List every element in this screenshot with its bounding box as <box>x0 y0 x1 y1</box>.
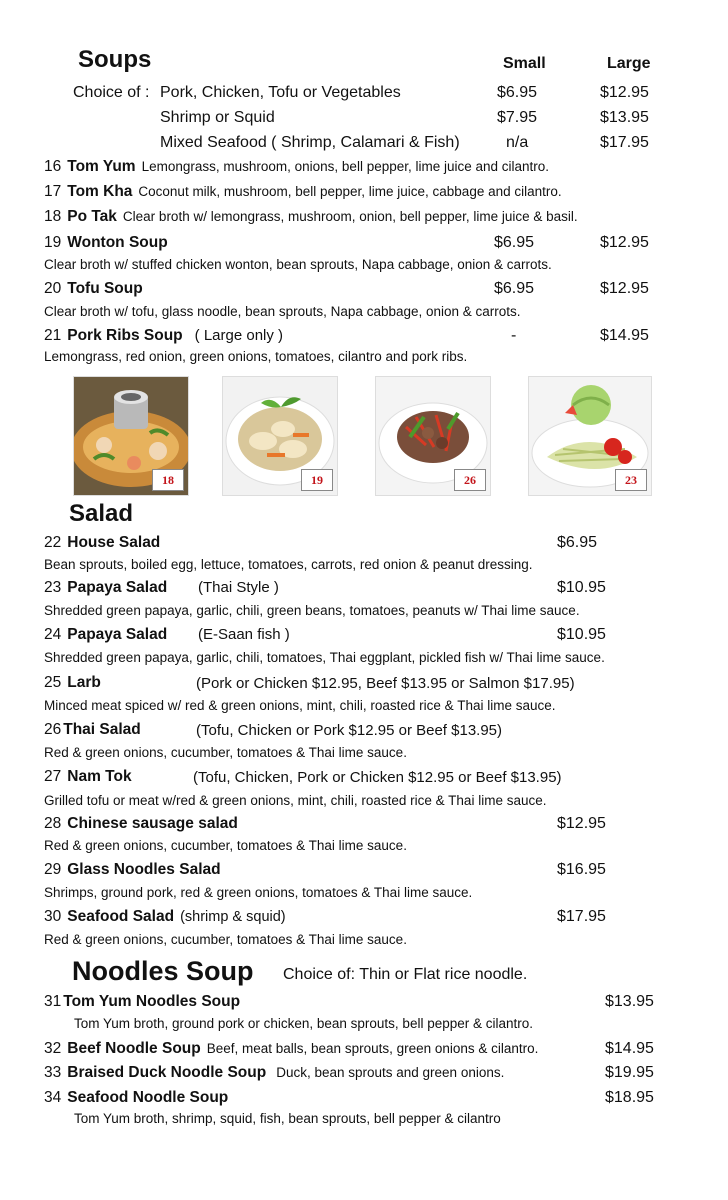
item-number: 29 <box>44 861 62 878</box>
tom-yum-pot-photo <box>73 376 189 496</box>
item-description: Clear broth w/ lemongrass, mushroom, onion, bell pepper, lime juice & basil. <box>122 209 578 224</box>
item-price: $17.95 <box>557 908 606 925</box>
item-number: 23 <box>44 579 62 596</box>
menu-item-22 <box>44 534 160 552</box>
item-number: 32 <box>44 1040 62 1057</box>
item-number: 30 <box>44 908 62 925</box>
menu-item-20 <box>44 280 143 298</box>
item-number: 31 <box>44 993 62 1010</box>
item-number: 18 <box>44 208 62 225</box>
papaya-salad-photo <box>528 376 652 496</box>
price-large: $14.95 <box>600 327 649 344</box>
choice-label: Choice of : <box>73 84 150 101</box>
item-description: Tom Yum broth, ground pork or chicken, bean sprouts, bell pepper & cilantro. <box>74 1016 534 1031</box>
item-note: (E-Saan fish ) <box>198 626 290 643</box>
price-small: - <box>511 327 517 344</box>
item-note: (Thai Style ) <box>198 579 279 596</box>
salad-heading: Salad <box>69 500 134 527</box>
item-name: Glass Noodles Salad <box>67 861 221 878</box>
item-name: Tom Yum Noodles Soup <box>63 993 241 1010</box>
item-number: 33 <box>44 1064 62 1081</box>
menu-item-19 <box>44 234 168 252</box>
item-price: $14.95 <box>605 1040 654 1057</box>
menu-item-24 <box>44 626 167 644</box>
item-price: $10.95 <box>557 579 606 596</box>
item-name: Tom Yum <box>67 158 136 175</box>
price-large: $12.95 <box>600 84 649 101</box>
item-price: $19.95 <box>605 1064 654 1081</box>
menu-item-34 <box>44 1089 228 1107</box>
item-name: Larb <box>67 674 101 691</box>
item-number: 27 <box>44 768 62 785</box>
menu-item-23 <box>44 579 167 597</box>
item-number: 34 <box>44 1089 62 1106</box>
item-name: Tofu Soup <box>67 280 143 297</box>
item-note: ( Large only ) <box>194 327 284 344</box>
price-large: $17.95 <box>600 134 649 151</box>
menu-item-33 <box>44 1064 504 1082</box>
item-name: Po Tak <box>67 208 117 225</box>
item-description: Beef, meat balls, bean sprouts, green onions & cilantro. <box>206 1041 539 1056</box>
item-description: Clear broth w/ tofu, glass noodle, bean sprouts, Napa cabbage, onion & carrots. <box>44 304 521 319</box>
price-large: $13.95 <box>600 109 649 126</box>
item-price: $13.95 <box>605 993 654 1010</box>
menu-item-31 <box>44 993 240 1011</box>
item-price: $16.95 <box>557 861 606 878</box>
price-large: $12.95 <box>600 234 649 251</box>
item-description: Red & green onions, cucumber, tomatoes & Thai lime sauce. <box>44 838 407 853</box>
item-description: Shrimps, ground pork, red & green onions, tomatoes & Thai lime sauce. <box>44 885 473 900</box>
item-price: $18.95 <box>605 1089 654 1106</box>
item-number: 16 <box>44 158 62 175</box>
menu-item-17 <box>44 183 562 201</box>
menu-item-16 <box>44 158 549 176</box>
item-number: 28 <box>44 815 62 832</box>
thai-salad-photo <box>375 376 491 496</box>
item-name: Wonton Soup <box>67 234 168 251</box>
price-small: $6.95 <box>494 280 535 297</box>
choice-option: Mixed Seafood ( Shrimp, Calamari & Fish) <box>160 134 460 151</box>
item-description: Clear broth w/ stuffed chicken wonton, bean sprouts, Napa cabbage, onion & carrots. <box>44 257 552 272</box>
item-description: Lemongrass, mushroom, onions, bell pepper, lime juice and cilantro. <box>141 159 550 174</box>
item-name: Braised Duck Noodle Soup <box>67 1064 267 1081</box>
item-description: Red & green onions, cucumber, tomatoes & Thai lime sauce. <box>44 745 407 760</box>
item-number: 24 <box>44 626 62 643</box>
item-number: 21 <box>44 327 62 344</box>
item-name: Pork Ribs Soup <box>67 327 183 344</box>
photo-badge: 23 <box>615 469 647 491</box>
item-description: Bean sprouts, boiled egg, lettuce, tomatoes, carrots, red onion & peanut dressing. <box>44 557 533 572</box>
item-name: Seafood Noodle Soup <box>67 1089 229 1106</box>
soups-heading: Soups <box>78 46 152 73</box>
noodles-subtitle: Choice of: Thin or Flat rice noodle. <box>283 966 528 983</box>
menu-item-25 <box>44 674 101 692</box>
item-number: 25 <box>44 674 62 691</box>
item-price: $12.95 <box>557 815 606 832</box>
item-description: Minced meat spiced w/ red & green onions, mint, chili, roasted rice & Thai lime sauce. <box>44 698 556 713</box>
item-description: Tom Yum broth, shrimp, squid, fish, bean sprouts, bell pepper & cilantro <box>74 1111 501 1126</box>
small-column-label: Small <box>503 55 546 72</box>
menu-item-30 <box>44 908 286 926</box>
item-note: (Pork or Chicken $12.95, Beef $13.95 or Salmon $17.95) <box>196 675 575 692</box>
item-description: Grilled tofu or meat w/red & green onions, mint, chili, roasted rice & Thai lime sauce. <box>44 793 547 808</box>
item-description: Coconut milk, mushroom, bell pepper, lime juice, cabbage and cilantro. <box>138 184 562 199</box>
menu-item-32 <box>44 1040 538 1058</box>
menu-item-27 <box>44 768 132 786</box>
price-small: $7.95 <box>497 109 538 126</box>
menu-item-29 <box>44 861 221 879</box>
item-number: 22 <box>44 534 62 551</box>
item-name: Papaya Salad <box>67 579 168 596</box>
menu-item-26 <box>44 721 141 739</box>
noodles-heading: Noodles Soup <box>72 956 254 986</box>
item-number: 17 <box>44 183 62 200</box>
item-description: Duck, bean sprouts and green onions. <box>276 1065 505 1080</box>
photo-badge: 18 <box>152 469 184 491</box>
item-name: Beef Noodle Soup <box>67 1040 201 1057</box>
item-description: Lemongrass, red onion, green onions, tomatoes, cilantro and pork ribs. <box>44 349 468 364</box>
item-note: (shrimp & squid) <box>180 909 286 925</box>
item-name: House Salad <box>67 534 161 551</box>
price-large: $12.95 <box>600 280 649 297</box>
item-description: Shredded green papaya, garlic, chili, tomatoes, Thai eggplant, pickled fish w/ Thai lime sauce. <box>44 650 605 665</box>
price-small: $6.95 <box>494 234 535 251</box>
menu-item-18 <box>44 208 578 226</box>
item-description: Red & green onions, cucumber, tomatoes & Thai lime sauce. <box>44 932 407 947</box>
item-note: (Tofu, Chicken or Pork $12.95 or Beef $13.95) <box>196 722 503 739</box>
choice-option: Shrimp or Squid <box>160 109 275 126</box>
item-name: Papaya Salad <box>67 626 168 643</box>
price-small: n/a <box>506 134 529 151</box>
price-small: $6.95 <box>497 84 538 101</box>
item-name: Thai Salad <box>63 721 141 738</box>
menu-item-28 <box>44 815 238 833</box>
choice-option: Pork, Chicken, Tofu or Vegetables <box>160 84 401 101</box>
item-number: 26 <box>44 721 62 738</box>
photo-badge: 26 <box>454 469 486 491</box>
menu-item-21 <box>44 327 283 345</box>
item-name: Tom Kha <box>67 183 133 200</box>
item-number: 20 <box>44 280 62 297</box>
item-description: Shredded green papaya, garlic, chili, green beans, tomatoes, peanuts w/ Thai lime sauce. <box>44 603 580 618</box>
item-name: Chinese sausage salad <box>67 815 238 832</box>
item-price: $6.95 <box>557 534 598 551</box>
item-name: Seafood Salad <box>67 908 175 925</box>
item-number: 19 <box>44 234 62 251</box>
large-column-label: Large <box>607 55 651 72</box>
item-note: (Tofu, Chicken, Pork or Chicken $12.95 or Beef $13.95) <box>193 769 562 786</box>
item-price: $10.95 <box>557 626 606 643</box>
wonton-soup-photo <box>222 376 338 496</box>
photo-badge: 19 <box>301 469 333 491</box>
item-name: Nam Tok <box>67 768 132 785</box>
